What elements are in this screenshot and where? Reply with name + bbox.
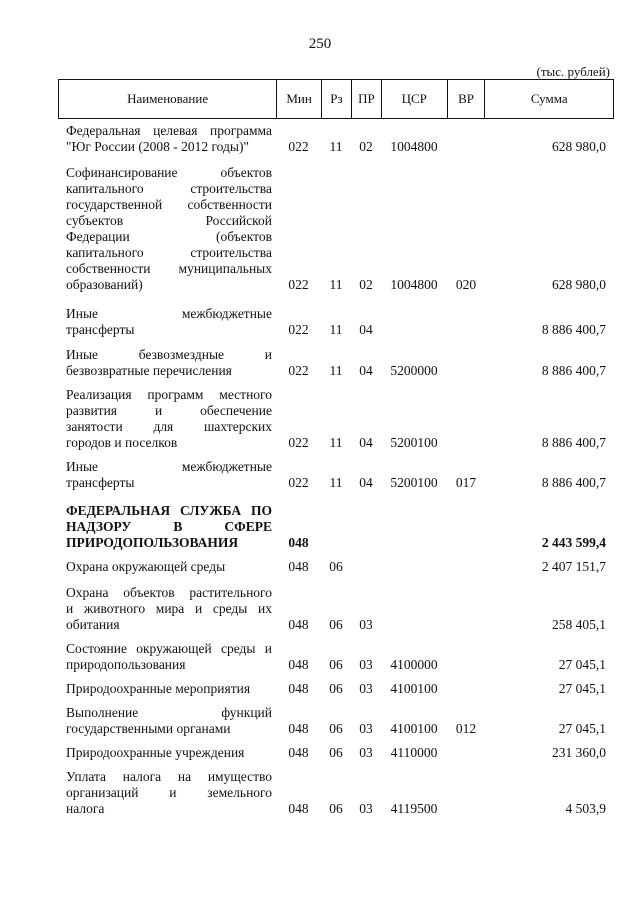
row-min: 022 <box>288 322 309 337</box>
row-name-line: развития и обеспечение <box>66 403 272 418</box>
row-name-line: НАДЗОРУ В СФЕРЕ <box>66 519 272 534</box>
row-rz: 11 <box>329 139 343 154</box>
row-sum: 2 407 151,7 <box>541 559 606 574</box>
row-sum: 628 980,0 <box>552 139 606 154</box>
page-number: 250 <box>308 36 332 52</box>
row-sum: 8 886 400,7 <box>541 435 606 450</box>
header-min: Мин <box>277 80 322 118</box>
row-name-line: ПРИРОДОПОЛЬЗОВАНИЯ <box>66 535 239 550</box>
table-row <box>58 123 614 155</box>
row-min: 048 <box>288 745 309 760</box>
row-name-line: собственности муниципальных <box>66 261 272 276</box>
row-name <box>58 503 276 551</box>
row-rz: 06 <box>329 801 343 816</box>
row-min: 022 <box>288 363 309 378</box>
row-name-line: природопользования <box>66 657 186 672</box>
row-min: 048 <box>288 559 309 574</box>
row-name-line: "Юг России (2008 - 2012 годы)" <box>66 139 249 154</box>
row-rz: 11 <box>329 475 343 490</box>
row-name <box>58 745 276 761</box>
table-row <box>58 681 614 697</box>
header-name: Наименование <box>59 80 277 118</box>
table-row <box>58 306 614 338</box>
row-rz: 11 <box>329 277 343 292</box>
row-sum: 8 886 400,7 <box>541 363 606 378</box>
row-pr: 03 <box>359 745 373 760</box>
row-min: 022 <box>288 139 309 154</box>
table-header <box>58 79 614 119</box>
row-name-line: субъектов Российской <box>66 213 272 228</box>
row-min: 022 <box>288 435 309 450</box>
row-rz: 06 <box>329 617 343 632</box>
header-pr: ПР <box>352 80 382 118</box>
row-name-line: Софинансирование объектов <box>66 165 272 180</box>
row-name-line: трансферты <box>66 322 135 337</box>
row-sum: 231 360,0 <box>552 745 606 760</box>
row-csr: 5200000 <box>390 363 438 378</box>
header-vr: ВР <box>448 80 486 118</box>
header-sum: Сумма <box>530 91 568 106</box>
row-min: 048 <box>288 801 309 816</box>
row-name-line: налога <box>66 801 105 816</box>
row-csr: 4100100 <box>390 721 438 736</box>
row-csr: 4100100 <box>390 681 438 696</box>
row-pr: 03 <box>359 657 373 672</box>
row-vr: 017 <box>455 475 477 490</box>
row-name-line: Реализация программ местного <box>66 387 272 402</box>
row-name-line: Выполнение функций <box>66 705 272 720</box>
row-csr: 1004800 <box>390 277 438 292</box>
row-pr: 04 <box>359 435 373 450</box>
row-name-line: Федеральная целевая программа <box>66 123 272 138</box>
row-name-line: Уплата налога на имущество <box>66 769 272 784</box>
row-name <box>58 459 276 491</box>
row-name-line: ФЕДЕРАЛЬНАЯ СЛУЖБА ПО <box>66 503 272 518</box>
row-name <box>58 559 276 575</box>
row-csr: 4100000 <box>390 657 438 672</box>
row-pr: 02 <box>359 277 373 292</box>
row-csr: 5200100 <box>390 435 438 450</box>
table-row <box>58 503 614 551</box>
row-name <box>58 123 276 155</box>
row-pr: 03 <box>359 681 373 696</box>
row-min: 048 <box>288 681 309 696</box>
row-name-line: Охрана окружающей среды <box>66 559 226 574</box>
table-row <box>58 769 614 817</box>
row-csr: 4119500 <box>390 801 438 816</box>
row-name <box>58 387 276 451</box>
table-row <box>58 387 614 451</box>
row-min: 022 <box>288 277 309 292</box>
row-pr: 03 <box>359 801 373 816</box>
row-rz: 06 <box>329 745 343 760</box>
row-rz: 06 <box>329 721 343 736</box>
row-pr: 03 <box>359 617 373 632</box>
row-sum: 258 405,1 <box>552 617 606 632</box>
row-sum: 27 045,1 <box>558 657 606 672</box>
row-min: 048 <box>288 617 309 632</box>
header-rz: Рз <box>322 80 352 118</box>
row-name <box>58 681 276 697</box>
row-sum: 27 045,1 <box>558 721 606 736</box>
row-name <box>58 347 276 379</box>
table-row <box>58 559 614 575</box>
row-name <box>58 585 276 633</box>
row-sum: 8 886 400,7 <box>541 475 606 490</box>
row-name <box>58 165 276 293</box>
row-vr: 012 <box>455 721 477 736</box>
row-pr: 04 <box>359 475 373 490</box>
header-csr: ЦСР <box>382 80 448 118</box>
row-name-line: Охрана объектов растительного <box>66 585 272 600</box>
row-name <box>58 306 276 338</box>
table-row <box>58 165 614 293</box>
row-name-line: и животного мира и среды их <box>66 601 272 616</box>
row-rz: 06 <box>329 657 343 672</box>
row-name <box>58 705 276 737</box>
row-sum: 27 045,1 <box>558 681 606 696</box>
table-row <box>58 705 614 737</box>
row-min: 048 <box>288 721 309 736</box>
row-name-line: занятости для шахтерских <box>66 419 272 434</box>
table-row <box>58 585 614 633</box>
row-name-line: Природоохранные учреждения <box>66 745 245 760</box>
row-rz: 06 <box>329 559 343 574</box>
row-min: 022 <box>288 475 309 490</box>
row-rz: 06 <box>329 681 343 696</box>
row-csr: 5200100 <box>390 475 438 490</box>
row-name-line: государственными органами <box>66 721 231 736</box>
row-pr: 03 <box>359 721 373 736</box>
row-rz: 11 <box>329 363 343 378</box>
row-name-line: капитального строительства <box>66 245 272 260</box>
row-name-line: Иные межбюджетные <box>66 306 272 321</box>
row-name-line: организаций и земельного <box>66 785 272 800</box>
units-label: (тыс. рублей) <box>536 64 610 79</box>
row-name-line: Иные межбюджетные <box>66 459 272 474</box>
row-name-line: Федерации (объектов <box>66 229 272 244</box>
row-name-line: обитания <box>66 617 120 632</box>
row-csr: 4110000 <box>390 745 438 760</box>
row-pr: 04 <box>359 322 373 337</box>
row-sum: 4 503,9 <box>565 801 606 816</box>
row-sum: 628 980,0 <box>552 277 606 292</box>
row-rz: 11 <box>329 435 343 450</box>
row-name-line: городов и поселков <box>66 435 178 450</box>
row-sum: 2 443 599,4 <box>541 535 606 550</box>
row-name-line: безвозвратные перечисления <box>66 363 232 378</box>
row-sum: 8 886 400,7 <box>541 322 606 337</box>
row-name-line: Иные безвозмездные и <box>66 347 272 362</box>
row-name <box>58 641 276 673</box>
table-row <box>58 347 614 379</box>
row-name-line: Природоохранные мероприятия <box>66 681 251 696</box>
table-row <box>58 459 614 491</box>
row-csr: 1004800 <box>390 139 438 154</box>
row-name <box>58 769 276 817</box>
row-name-line: Состояние окружающей среды и <box>66 641 272 656</box>
table-row <box>58 745 614 761</box>
row-pr: 04 <box>359 363 373 378</box>
row-name-line: капитального строительства <box>66 181 272 196</box>
row-pr: 02 <box>359 139 373 154</box>
table-row <box>58 641 614 673</box>
row-name-line: трансферты <box>66 475 135 490</box>
row-min: 048 <box>288 535 309 550</box>
row-vr: 020 <box>455 277 477 292</box>
row-name-line: государственной собственности <box>66 197 272 212</box>
row-rz: 11 <box>329 322 343 337</box>
row-min: 048 <box>288 657 309 672</box>
row-name-line: образований) <box>66 277 143 292</box>
